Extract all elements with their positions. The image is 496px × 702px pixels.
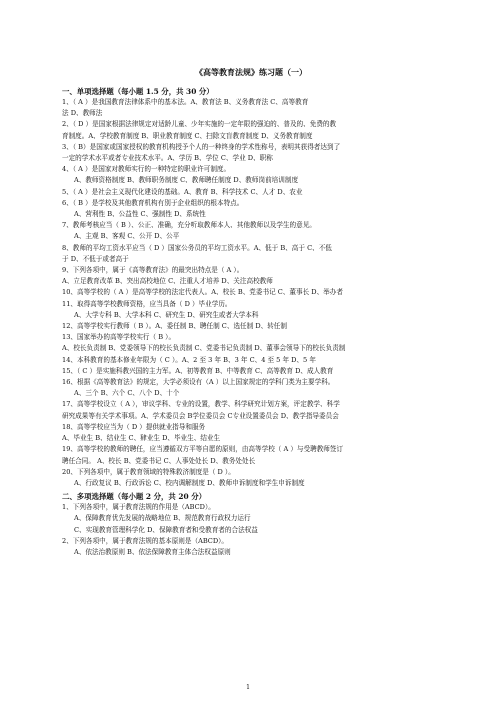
question-line: 20、下列各项中，属于教育领域的特殊救济制度是（ D ）。 [62, 467, 235, 476]
question-line: 2、下列各项中，属于教育法规的基本原则是（ABCD）。 [62, 536, 229, 545]
question-line: 法 D、教师法 [62, 109, 103, 118]
question-line: 一定的学术水平或者专业技术水平。A、学历 B、学位 C、学业 D、职称 [62, 154, 273, 163]
question-line: 19、高等学校的教师的聘任，应当遵循双方平等自愿的原则，由高等学校（ A ）与受聘教师签订 [62, 445, 344, 454]
question-line: 1、（ A ）是我国教育法律体系中的基本法。A、教育法 B、义务教育法 C、高等教育 [62, 98, 309, 106]
question-line: 1、下列各项中，属于教育法规的作用是（ABCD）。 [62, 503, 215, 512]
question-line: 2、（ D ）是国家根据法律规定对适龄儿童、少年实施的一定年限的强迫的、普及的、免费的教 [62, 120, 337, 129]
question-line: A、教师资格制度 B、教师职务制度 C、教师聘任制度 D、教师岗前培训制度 [74, 176, 299, 185]
page-number: 1 [246, 684, 250, 691]
question-line: 7、教师考核应当（ B ）、公正、准确，充分听取教师本人、其他教师以及学生的意见。 [62, 221, 316, 230]
question-line: 研究成果等有关学术事项。A、学术委员会 B学位委员会 C专业设置委员会 D、教学指导委员会 [62, 411, 339, 420]
question-line: A、毕业生 B、结业生 C、肄业生 D、毕业生、结业生 [62, 434, 221, 443]
question-line: 5、（ A ）是社会主义现代化建设的基础。A、教育 B、科学技术 C、人才 D、农业 [62, 187, 303, 196]
question-line: A、三个 B、六个 C、八个 D、十个 [74, 389, 180, 398]
question-line: 育制度。A、学校教育制度 B、职业教育制度 C、扫除文盲教育制度 D、义务教育制度 [62, 131, 313, 140]
page-title: 《高等教育法规》练习题（一） [195, 67, 307, 77]
question-line: 15、（ C ）是实施科教兴国的主力军。A、初等教育 B、中等教育 C、高等教育 D、成人教育 [62, 366, 334, 375]
question-line: 16、根据《高等教育法》的规定，大学必须设有（A ）以上国家规定的学科门类为主要学科。 [62, 378, 335, 387]
section-heading: 一、单项选择题（每小题 1.5 分，共 30 分） [62, 87, 214, 96]
question-line: 9、下列各项中，属于《高等教育法》的最突出特点是（ A ）。 [62, 266, 244, 275]
question-line: A、大学专科 B、大学本科 C、研究生 D、研究生或者大学本科 [74, 310, 259, 319]
question-line: 4、（ A ）是国家对教师实行的一种特定的职业许可制度。 [62, 165, 231, 174]
question-line: 12、高等学校实行教师（ B ）。A、委任制 B、聘任制 C、选任制 D、转任制 [62, 322, 287, 331]
section-heading: 二、多项选择题（每小题 2 分，共 20 分） [62, 492, 206, 502]
question-line: A、营利性 B、公益性 C、强制性 D、系统性 [74, 210, 206, 219]
question-line: A、依法治教原则 B、依法保障教育主体合法权益原则 [74, 547, 231, 556]
question-line: 10、高等学校的（ A ）是高等学校的法定代表人。A、校长 B、党委书记 C、董事长 D、举办者 [62, 288, 343, 297]
question-line: 于 D、不低于或者高于 [62, 254, 129, 263]
question-line: 8、教师的平均工资水平应当（ D ）国家公务员的平均工资水平。A、低于 B、高于 C、不低 [62, 243, 332, 252]
question-line: 14、本科教育的基本修业年限为（ C ）。A、2 至 3 年 B、3 年 C、4 至 5 年 D、5 年 [62, 355, 316, 364]
question-line: A、主观 B、客观 C、公开 D、公平 [74, 232, 180, 241]
question-line: 3、（ B）是国家或国家授权的教育机构授予个人的一种终身的学术性称号，表明其获得者达到了 [62, 142, 341, 151]
question-line: 18、高等学校应当为（ D ）提供就业指导和服务 [62, 422, 206, 431]
question-line: 13、国家举办的高等学校实行（ B ）。 [62, 333, 176, 342]
question-line: C、实现教育管理科学化 D、保障教育者和受教育者的合法权益 [74, 525, 258, 534]
question-line: A、校长负责制 B、党委领导下的校长负责制 C、党委书记负责制 D、董事会领导下的校长负责制 [62, 344, 346, 353]
question-line: 17、高等学校设立（ A ），审议学科、专业的设置，教学、科学研究计划方案，评定教学、科学 [62, 400, 340, 409]
question-line: 11、取得高等学校教师资格，应当具备（ D ）毕业学历。 [62, 299, 232, 308]
document-body [62, 66, 440, 558]
question-line: A、行政复议 B、行政诉讼 C、校内调解制度 D、教师申诉制度和学生申诉制度 [74, 478, 305, 487]
question-line: A、保障教育优先发展的战略地位 B、规范教育行政权力运行 [74, 514, 251, 523]
question-line: A、立足教育改革 B、突出高校地位 C、注重人才培养 D、关注高校教师 [62, 277, 273, 286]
question-line: 6、（ B ）是学校及其他教育机构有别于企业组织的根本特点。 [62, 198, 244, 207]
question-line: 聘任合同。 A、校长 B、党委书记 C、人事处处长 D、教务处处长 [62, 456, 256, 465]
